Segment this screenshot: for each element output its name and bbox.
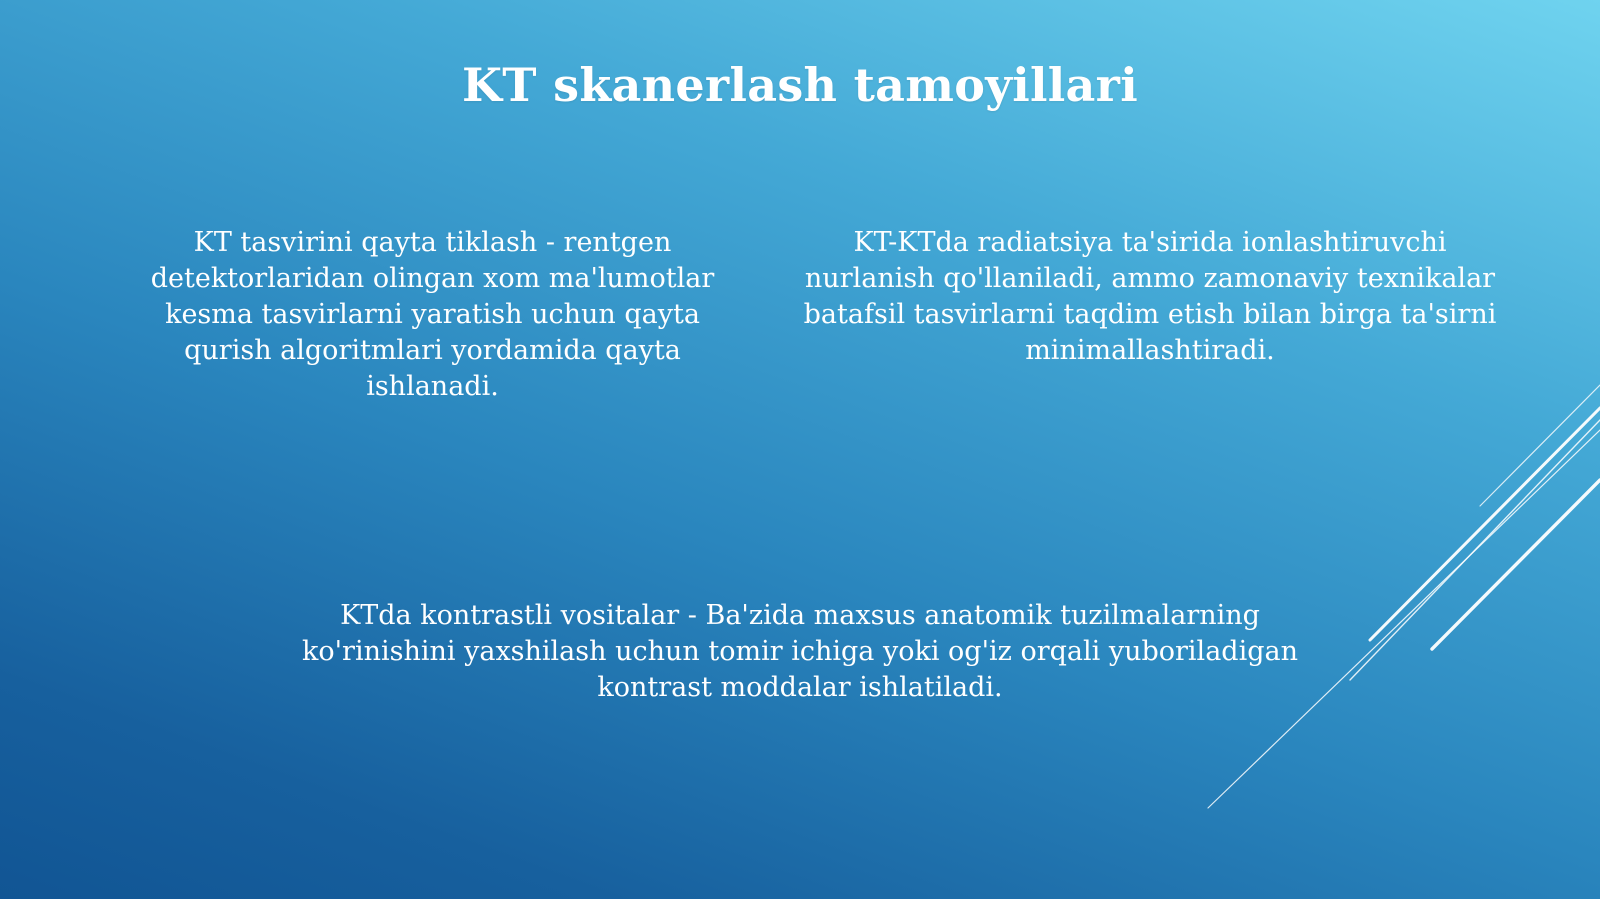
deco-line [1370,408,1600,640]
slide-title: KT skanerlash tamoyillari [462,58,1138,112]
deco-line [1432,480,1600,649]
deco-line [1350,420,1600,680]
paragraph-contrast: KTda kontrastli vositalar - Ba'zida maxsus anatomik tuzilmalarning ko'rinishini yaxshilash uchun tomir ichiga yoki og'iz orqali yuboriladigan kontrast moddalar ishlatiladi. [302,600,1298,703]
paragraph-radiation: KT-KTda radiatsiya ta'sirida ionlashtiruvchi nurlanish qo'llaniladi, ammo zamonaviy texnikalar batafsil tasvirlarni taqdim etish bilan birga ta'sirni minimallashtiradi. [803,227,1497,366]
deco-line [1480,385,1600,506]
paragraph-reconstruction: KT tasvirini qayta tiklash - rentgen detektorlaridan olingan xom ma'lumotlar kesma tasvirlarni yaratish uchun qayta qurish algoritmlari yordamida qayta ishlanadi. [150,227,715,402]
